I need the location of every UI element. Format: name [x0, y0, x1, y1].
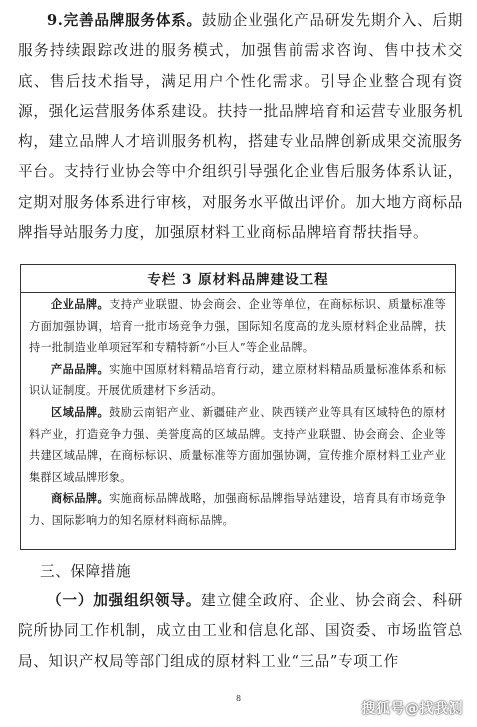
- box-item-label: 企业品牌。: [51, 297, 110, 311]
- box-item-product-brand: [29, 359, 446, 402]
- box-item-enterprise-brand: [29, 294, 446, 359]
- box-item-text: 实施中国原材料精品培育行动，建立原材料精品质量标准体系和标识认证制度。开展优质建材下乡活动。: [29, 362, 446, 398]
- box-item-label: 区域品牌。: [51, 404, 110, 419]
- paragraph-brand-service: [18, 6, 463, 248]
- paragraph-text: 建立健全政府、企业、协会商会、科研院所协同工作机制，成立由工业和信息化部、国资委、市场监管总局、知识产权局等部门组成的原材料工业“三品”专项工作: [18, 592, 463, 670]
- box-item-text: 实施商标品牌战略，加强商标品牌指导站建设，培育具有市场竞争力、国际影响力的知名原材料商标品牌。: [29, 492, 446, 527]
- column-box-title: 专栏 3 原材料品牌建设工程: [21, 268, 455, 293]
- box-item-label: 商标品牌。: [51, 491, 110, 506]
- box-item-regional-brand: [29, 402, 446, 488]
- box-item-label: 产品品牌。: [51, 361, 110, 376]
- paragraph-lead: 9.完善品牌服务体系。: [47, 12, 202, 29]
- page-number: 8: [235, 694, 242, 703]
- paragraph-organization: [18, 586, 463, 677]
- box-item-trademark-brand: [29, 488, 446, 531]
- box-item-text: 鼓励云南铝产业、新疆硅产业、陕西镁产业等具有区域特色的原材料产业，打造竞争力强、美誉度高的区域品牌。支持产业联盟、协会商会、企业等共建区域品牌，在商标标识、质量标准等方面加强协调，宣传推介原材料工业产业集群区域品牌形象。: [29, 405, 446, 484]
- watermark: 搜狐号@找我测: [361, 701, 463, 717]
- column-box: [20, 264, 456, 550]
- paragraph-lead: （一）加强组织领导。: [47, 592, 202, 609]
- box-item-text: 支持产业联盟、协会商会、企业等单位，在商标标识、质量标准等方面加强协调，培育一批市场竞争力强，国际知名度高的龙头原材料企业品牌，扶持一批制造业单项冠军和专精特新“小巨人”等企业品牌。: [29, 298, 446, 355]
- column-box-body: [21, 294, 455, 532]
- paragraph-text: 鼓励企业强化产品研发先期介入、后期服务持续跟踪改进的服务模式，加强售前需求咨询、售中技术交底、售后技术指导，满足用户个性化需求。引导企业整合现有资源，强化运营服务体系建设。扶持一批品牌培育和运营专业服务机构，建立品牌人才培训服务机构，搭建专业品牌创新成果交流服务平台。支持行业协会等中介组织引导强化企业售后服务体系认证，定期对服务体系进行审核，对服务水平做出评价。加大地方商标品牌指导站服务力度，加强原材料工业商标品牌培育帮扶指导。: [18, 12, 463, 242]
- section-heading: 三、保障措施: [40, 563, 132, 580]
